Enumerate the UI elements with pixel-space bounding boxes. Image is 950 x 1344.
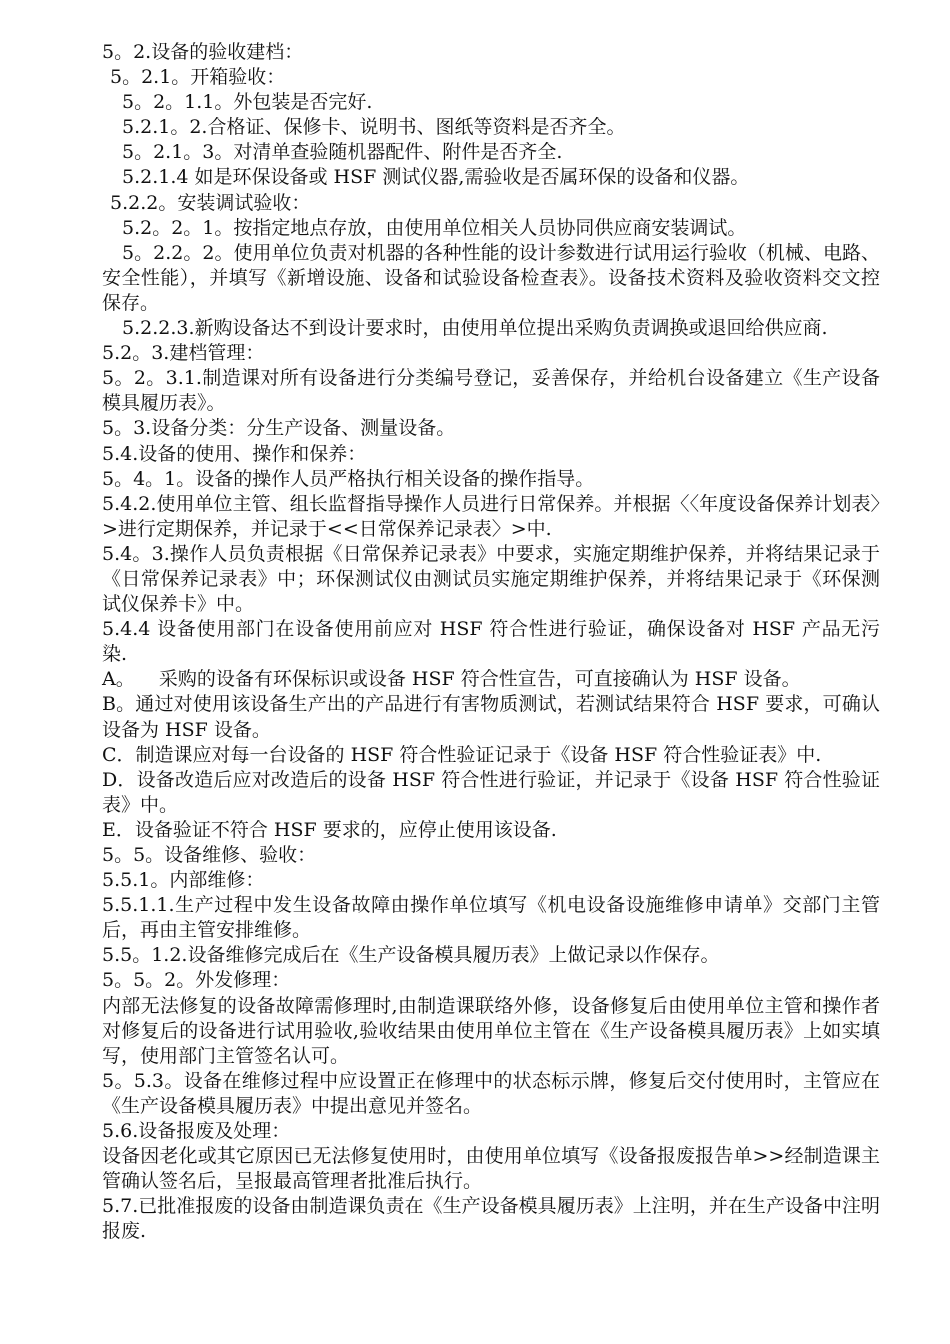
list-item: C．制造课应对每一台设备的 HSF 符合性验证记录于《设备 HSF 符合性验证表》中. <box>102 743 822 766</box>
subsection-heading: 5。2.1。开箱验收： <box>110 66 286 89</box>
subsection-heading: 5.2.2。安装调试验收： <box>110 191 311 214</box>
section-heading: 5。5。设备维修、验收： <box>102 844 317 866</box>
list-item: E．设备验证不符合 HSF 要求的，应停止使用该设备. <box>102 818 557 841</box>
section-heading: 5.4.设备的使用、操作和保养： <box>102 442 367 465</box>
paragraph: 5.2.2.3.新购设备达不到设计要求时，由使用单位提出采购负责调换或退回给供应商. <box>122 317 828 340</box>
paragraph: 内部无法修复的设备故障需修理时,由制造课联络外修，设备修复后由使用单位主管和操作者对修复后的设备进行试用验收,验收结果由使用单位主管在《生产设备模具履历表》上如实填写，使用部门主管签名认可。 <box>102 994 880 1067</box>
paragraph: 5.5。1.2.设备维修完成后在《生产设备模具履历表》上做记录以作保存。 <box>102 944 720 967</box>
section-heading: 5。3.设备分类：分生产设备、测量设备。 <box>102 417 456 440</box>
paragraph: 5.7.已批准报废的设备由制造课负责在《生产设备模具履历表》上注明，并在生产设备中注明报废. <box>102 1195 880 1243</box>
paragraph: 5。4。1。设备的操作人员严格执行相关设备的操作指导。 <box>102 467 595 490</box>
subsection-heading: 5。5。2。外发修理： <box>102 969 291 992</box>
paragraph: 5.4。3.操作人员负责根据《日常保养记录表》中要求，实施定期维护保养，并将结果记录于《日常保养记录表》中；环保测试仪由测试员实施定期维护保养，并将结果记录于《环保测试仪保养卡》中。 <box>102 542 880 616</box>
paragraph: 设备因老化或其它原因已无法修复使用时，由使用单位填写《设备报废报告单>>经制造课主管确认签名后，呈报最高管理者批准后执行。 <box>102 1145 880 1193</box>
paragraph: 5。2。1.1。外包装是否完好. <box>122 91 373 114</box>
paragraph: 5.5.1.1.生产过程中发生设备故障由操作单位填写《机电设备设施维修申请单》交部门主管后，再由主管安排维修。 <box>102 894 880 942</box>
paragraph: 5.2.1。2.合格证、保修卡、说明书、图纸等资料是否齐全。 <box>122 116 626 139</box>
document-body <box>102 40 880 1245</box>
subsection-heading: 5.5.1。内部维修： <box>102 869 265 892</box>
paragraph: 5。2。3.1.制造课对所有设备进行分类编号登记，妥善保存，并给机台设备建立《生产设备模具履历表》。 <box>102 367 880 415</box>
paragraph: 5.2.1.4 如是环保设备或 HSF 测试仪器,需验收是否属环保的设备和仪器。 <box>122 166 750 189</box>
paragraph: 5.2。2。1。按指定地点存放，由使用单位相关人员协同供应商安装调试。 <box>122 216 747 239</box>
list-item: D．设备改造后应对改造后的设备 HSF 符合性进行验证，并记录于《设备 HSF 符合性验证表》中。 <box>102 768 880 816</box>
paragraph: 5.4.2.使用单位主管、组长监督指导操作人员进行日常保养。并根据〈〈年度设备保养计划表〉>进行定期保养，并记录于<<日常保养记录表〉>中. <box>102 492 880 540</box>
section-heading: 5。2.设备的验收建档： <box>102 41 304 63</box>
paragraph: 5.4.4 设备使用部门在设备使用前应对 HSF 符合性进行验证，确保设备对 HSF 产品无污染. <box>102 618 880 666</box>
list-item: B。通过对使用该设备生产出的产品进行有害物质测试，若测试结果符合 HSF 要求，可确认设备为 HSF 设备。 <box>102 693 880 741</box>
section-heading: 5.6.设备报废及处理： <box>102 1120 291 1143</box>
subsection-heading: 5.2。3.建档管理： <box>102 342 265 365</box>
paragraph: 5。5.3。设备在维修过程中应设置正在修理中的状态标示牌，修复后交付使用时，主管应在《生产设备模具履历表》中提出意见并签名。 <box>102 1069 880 1117</box>
paragraph: 5。2.1。3。对清单查验随机器配件、附件是否齐全. <box>122 141 563 164</box>
list-item: A。 采购的设备有环保标识或设备 HSF 符合性宣告，可直接确认为 HSF 设备。 <box>102 668 801 691</box>
paragraph: 5。2.2。2。使用单位负责对机器的各种性能的设计参数进行试用运行验收（机械、电路、安全性能），并填写《新增设施、设备和试验设备检查表》。设备技术资料及验收资料交文控保存。 <box>102 241 880 314</box>
